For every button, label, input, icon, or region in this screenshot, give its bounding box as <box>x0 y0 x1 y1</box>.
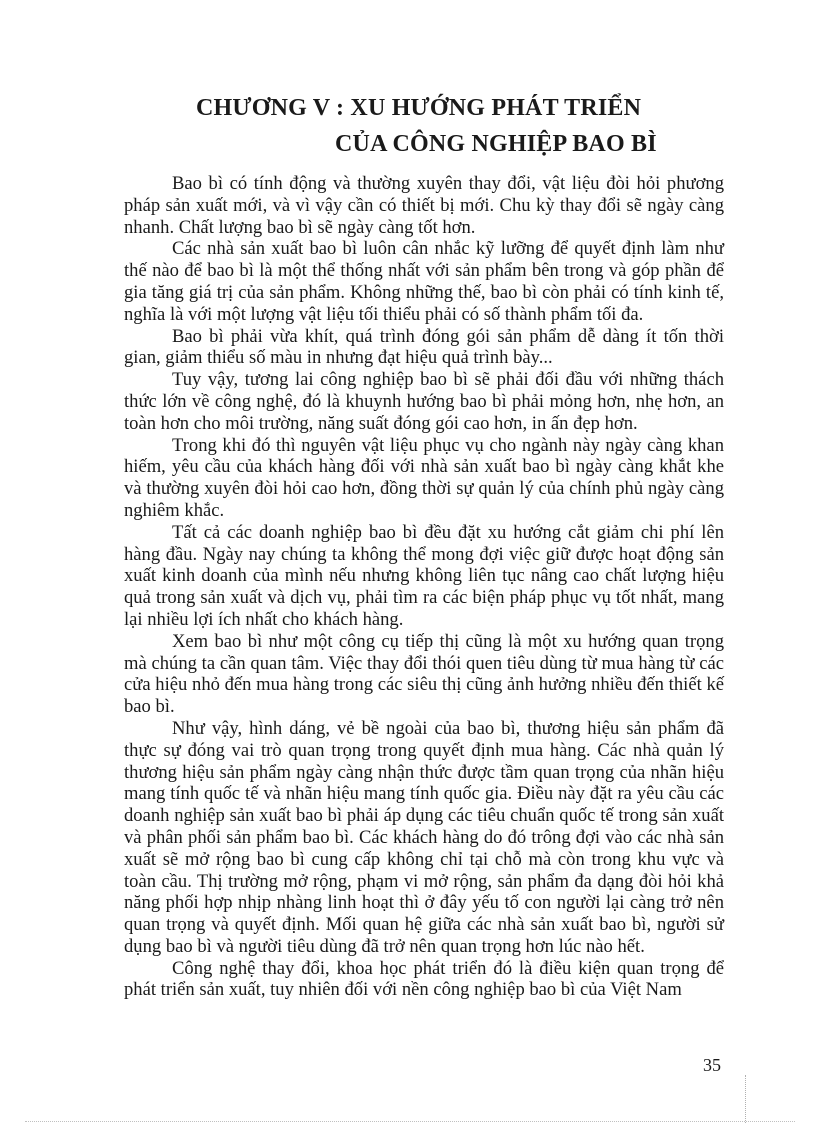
paragraph-9: Công nghệ thay đổi, khoa học phát triển đó là điều kiện quan trọng để phát triển sản xuất, tuy nhiên đối với nền công nghiệp bao bì của Việt Nam <box>124 957 724 1001</box>
paragraph-3: Bao bì phải vừa khít, quá trình đóng gói sản phẩm dễ dàng ít tốn thời gian, giảm thiểu số màu in nhưng đạt hiệu quả trình bày... <box>124 325 724 369</box>
chapter-title <box>0 90 816 162</box>
paragraph-2: Các nhà sản xuất bao bì luôn cân nhắc kỹ lưỡng để quyết định làm như thế nào để bao bì là một thể thống nhất với sản phẩm bên trong và góp phần để gia tăng giá trị của sản phẩm. Không những thế, bao bì còn phải có tính kinh tế, nghĩa là với một lượng vật liệu tối thiểu phải có số thành phẩm tối đa. <box>124 238 724 325</box>
body-text <box>124 173 724 1001</box>
chapter-title-line-2: CỦA CÔNG NGHIỆP BAO BÌ <box>335 131 657 157</box>
page-edge-divider-horizontal <box>25 1121 795 1122</box>
page-edge-divider-vertical <box>745 1075 747 1123</box>
paragraph-4: Tuy vậy, tương lai công nghiệp bao bì sẽ phải đối đầu với những thách thức lớn về công nghệ, đó là khuynh hướng bao bì phải mỏng hơn, nhẹ hơn, an toàn hơn cho môi trường, năng suất đóng gói cao hơn, in ấn đẹp hơn. <box>124 369 724 434</box>
paragraph-5: Trong khi đó thì nguyên vật liệu phục vụ cho ngành này ngày càng khan hiếm, yêu cầu của khách hàng đối với nhà sản xuất bao bì ngày càng khắt khe và thường xuyên đòi hỏi cao hơn, đồng thời sự quản lý của chính phủ ngày càng nghiêm khắc. <box>124 434 724 521</box>
page-number: 35 <box>703 1055 721 1075</box>
paragraph-7: Xem bao bì như một công cụ tiếp thị cũng là một xu hướng quan trọng mà chúng ta cần quan tâm. Việc thay đổi thói quen tiêu dùng từ mua hàng từ các cửa hiệu nhỏ đến mua hàng trong các siêu thị cũng ảnh hưởng nhiều đến thiết kế bao bì. <box>124 630 724 718</box>
paragraph-1: Bao bì có tính động và thường xuyên thay đổi, vật liệu đòi hỏi phương pháp sản xuất mới, và vì vậy cần có thiết bị mới. Chu kỳ thay đổi sẽ ngày càng nhanh. Chất lượng bao bì sẽ ngày càng tốt hơn. <box>124 173 724 238</box>
chapter-title-line-1: CHƯƠNG V : XU HƯỚNG PHÁT TRIỂN <box>196 95 642 121</box>
paragraph-8: Như vậy, hình dáng, vẻ bề ngoài của bao bì, thương hiệu sản phẩm đã thực sự đóng vai trò quan trọng trong quyết định mua hàng. Các nhà quản lý thương hiệu sản phẩm ngày càng nhận thức được tầm quan trọng của nhãn hiệu mang tính quốc tế và nhãn hiệu mang tính quốc gia. Điều này đặt ra yêu cầu các doanh nghiệp sản xuất bao bì phải áp dụng các tiêu chuẩn quốc tế trong sản xuất và phân phối sản phẩm bao bì. Các khách hàng do đó trông đợi vào các nhà sản xuất sẽ mở rộng bao bì cung cấp không chỉ tại chỗ mà còn trong khu vực và toàn cầu. Thị trường mở rộng, phạm vi mở rộng, sản phẩm đa dạng đòi hỏi khả năng phối hợp nhịp nhàng linh hoạt thì ở đây yếu tố con người lại càng trở nên quan trọng và quyết định. Mối quan hệ giữa các nhà sản xuất bao bì, người sử dụng bao bì và người tiêu dùng đã trở nên quan trọng hơn lúc nào hết. <box>124 717 724 957</box>
paragraph-6: Tất cả các doanh nghiệp bao bì đều đặt xu hướng cắt giảm chi phí lên hàng đầu. Ngày nay chúng ta không thể mong đợi việc giữ được hoạt động sản xuất kinh doanh của mình nếu nhưng không liên tục nâng cao chất lượng hiệu quả trong sản xuất và dịch vụ, phải tìm ra các biện pháp phục vụ tốt nhất, mang lại nhiều lợi ích nhất cho khách hàng. <box>124 521 724 630</box>
